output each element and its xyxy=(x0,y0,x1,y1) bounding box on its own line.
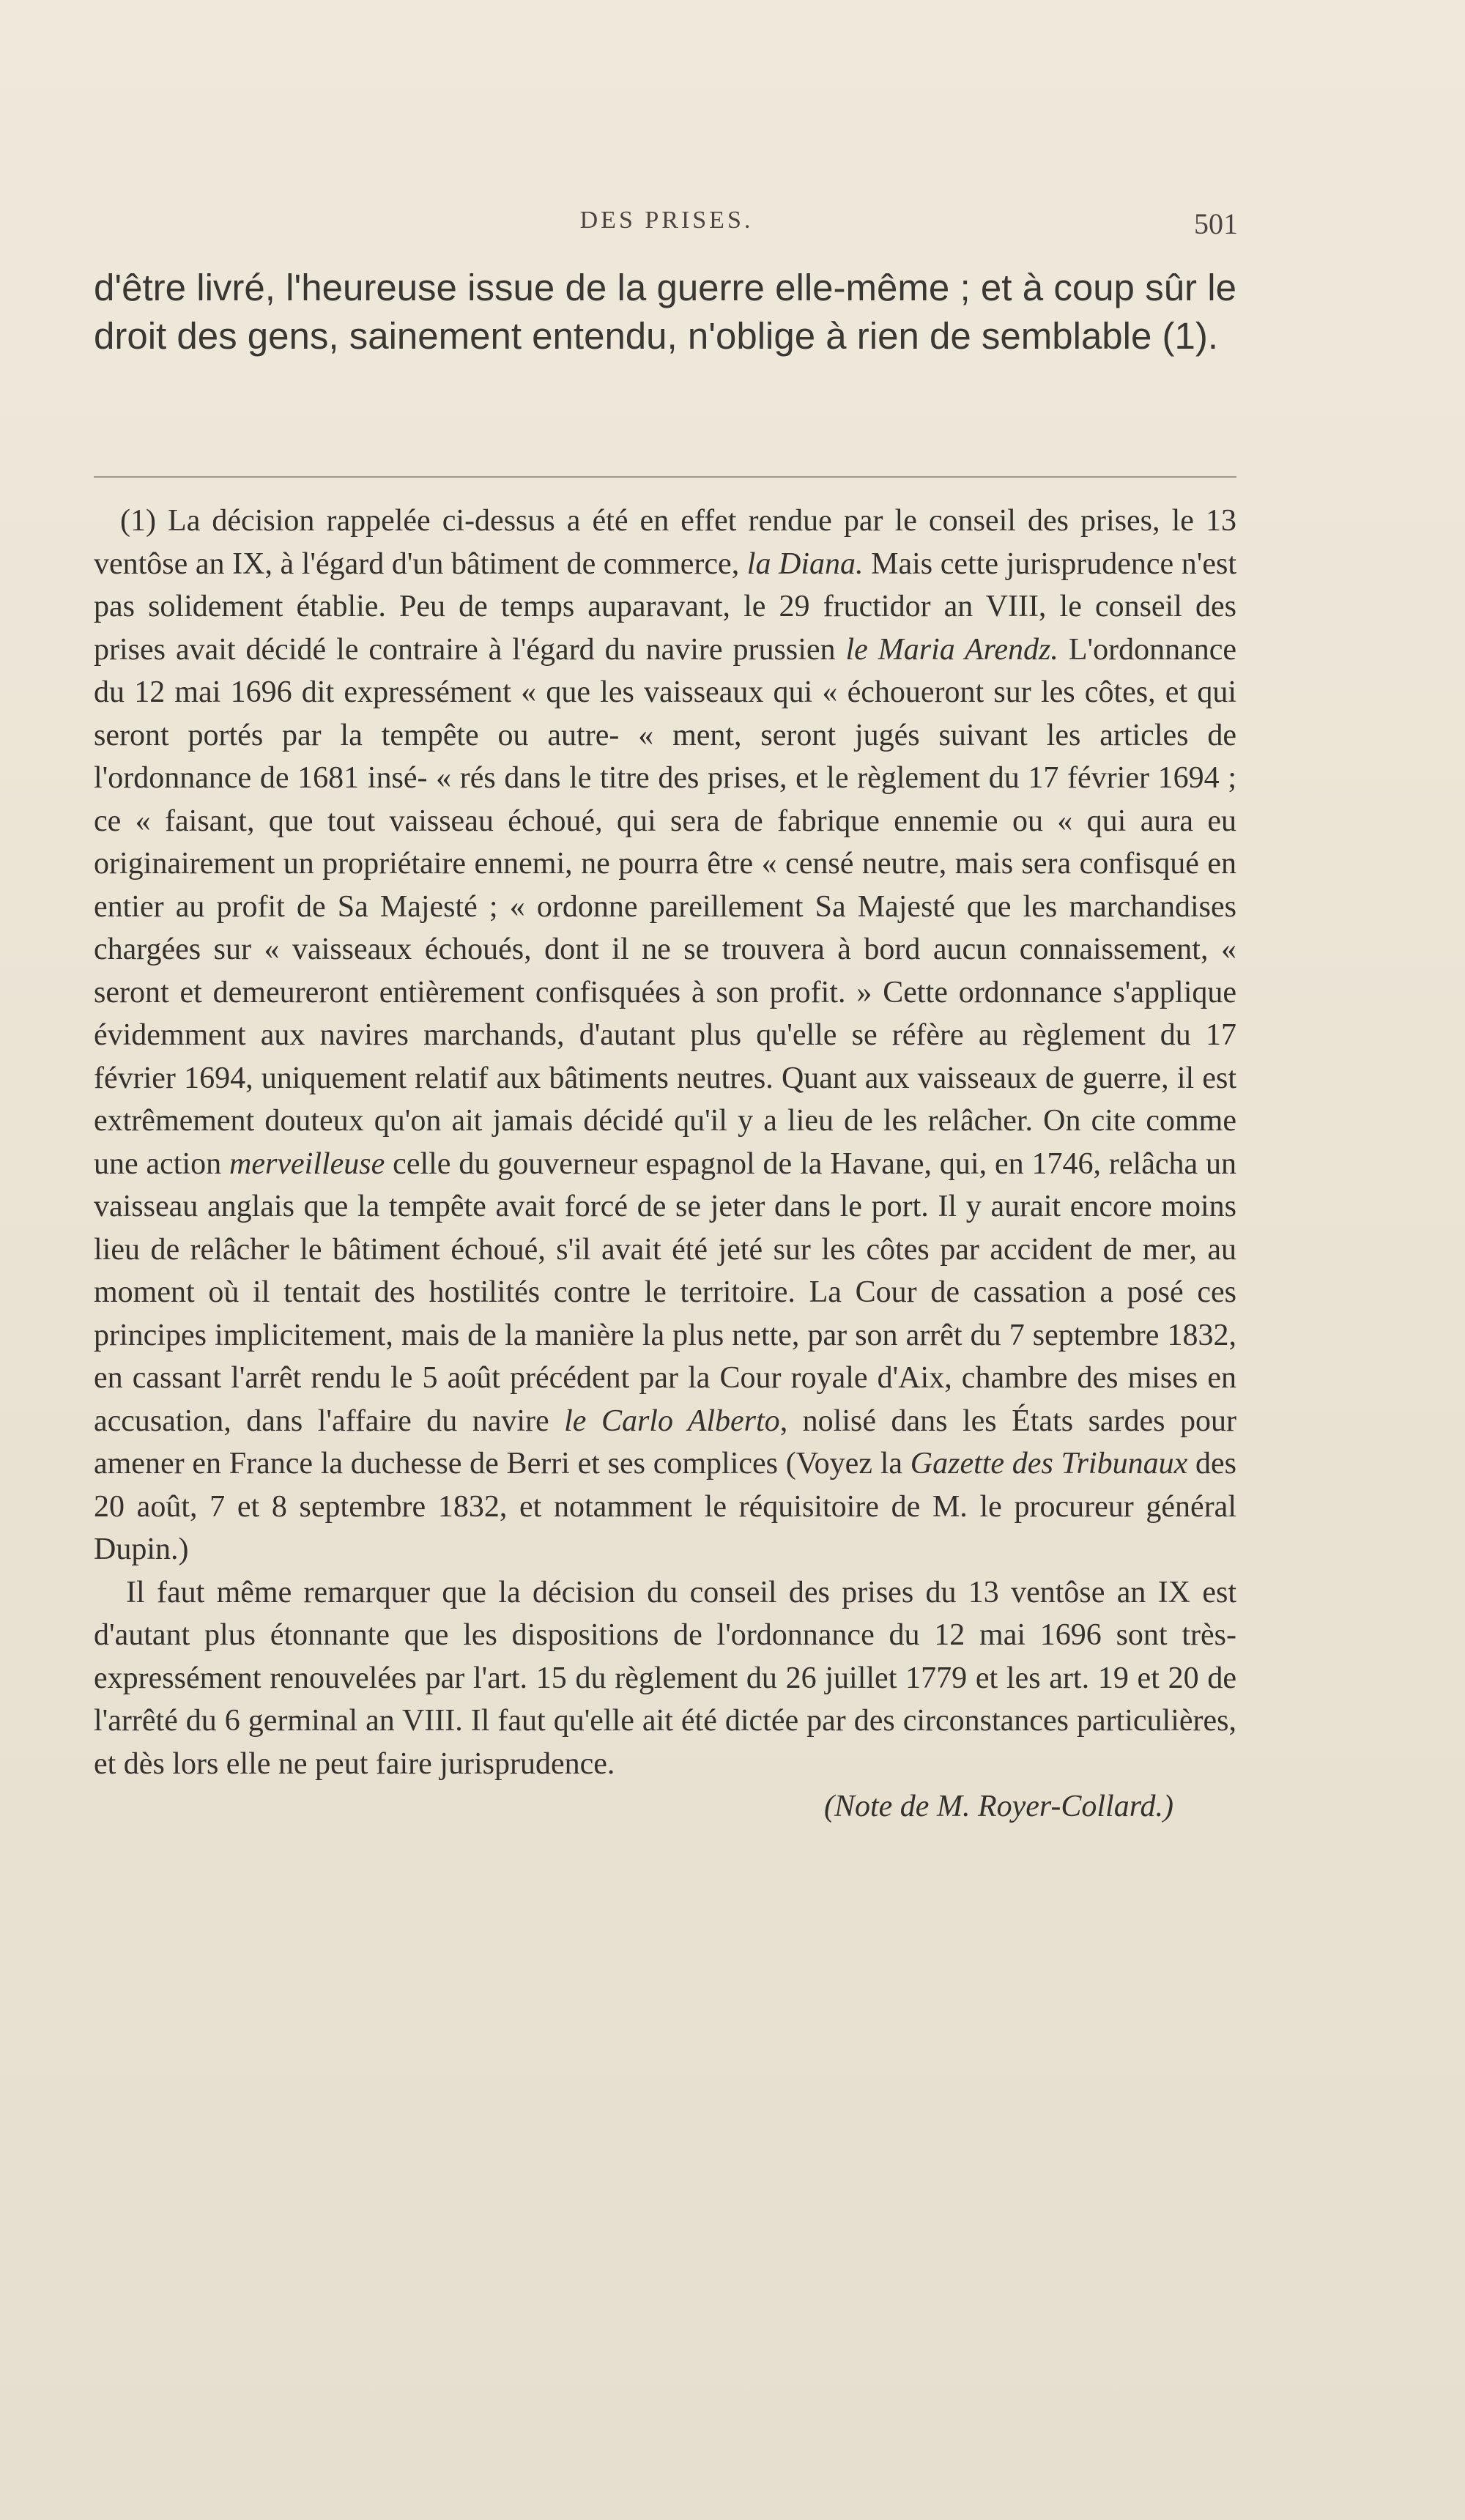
footnote-paragraph-2: Il faut même remarquer que la décision du conseil des prises du 13 ventôse an IX est d'autant plus étonnante que les dispositions de l'ordonnance du 12 mai 1696 sont très-expressément renouvelées par l'art. 15 du règlement du 26 juillet 1779 et les art. 19 et 20 de l'arrêté du 6 germinal an VIII. Il faut qu'elle ait été dictée par des circonstances particulières, et dès lors elle ne peut faire jurisprudence. xyxy=(94,1575,1236,1781)
footnote-paragraph-1 xyxy=(94,500,1236,1571)
footnote-text-d: celle du gouverneur espagnol de la Havane, qui, en 1746, relâcha un vaisseau anglais que la tempête avait forcé de se jeter dans le port. Il y aurait encore moins lieu de relâcher le bâtiment échoué, s'il avait été jeté sur les côtes par accident de mer, au moment où il tentait des hostilités contre le territoire. La Cour de cassation a posé ces principes implicitement, mais de la manière la plus nette, par son arrêt du 7 septembre 1832, en cassant l'arrêt rendu le 5 août précédent par la Cour royale d'Aix, chambre des mises en accusation, dans l'affaire du navire xyxy=(94,1146,1236,1438)
footnote-text-a: (1) La décision rappelée ci-dessus a été en effet rendue par le conseil des prises, le 13 ventôse an IX, à l'égard d'un bâtiment de commerce, xyxy=(94,504,1236,581)
page-number: 501 xyxy=(1194,207,1238,240)
ship-name-carlo-alberto: le Carlo Alberto xyxy=(564,1404,780,1438)
ship-name-maria-arendz: le Maria Arendz. xyxy=(845,632,1058,667)
running-head xyxy=(95,207,1238,240)
italic-word-merveilleuse: merveilleuse xyxy=(229,1146,385,1181)
ship-name-diana: la Diana. xyxy=(746,546,864,581)
footnote-text-b: Mais cette jurisprudence n'est pas solidement établie. Peu de temps auparavant, le 29 fructidor an VIII, le conseil des prises avait décidé le contraire à l'égard du navire prussien xyxy=(94,546,1236,667)
footnote-text-f: des 20 août, 7 et 8 septembre 1832, et notamment le réquisitoire de M. le procureur général Dupin.) xyxy=(94,1447,1236,1566)
footnote-text-c: L'ordonnance du 12 mai 1696 dit expressément « que les vaisseaux qui « échoueront sur les côtes, et qui seront portés par la tempête ou autre- « ment, seront jugés suivant les articles de l'ordonnance de 1681 insé- « rés dans le titre des prises, et le règlement du 17 février 1694 ; ce « faisant, que tout vaisseau échoué, qui sera de fabrique ennemie ou « qui aura eu originairement un propriétaire ennemi, ne pourra être « censé neutre, mais sera confisqué en entier au profit de Sa Majesté ; « ordonne pareillement Sa Majesté que les marchandises chargées sur « vaisseaux échoués, dont il ne se trouvera à bord aucun connaissement, « seront et demeureront entièrement confisquées à son profit. » Cette ordonnance s'applique évidemment aux navires marchands, d'autant plus qu'elle se réfère au règlement du 17 février 1694, uniquement relatif aux bâtiments neutres. Quant aux vaisseaux de guerre, il est extrêmement douteux qu'on ait jamais décidé qu'il y a lieu de les relâcher. On cite comme une action xyxy=(94,632,1237,1181)
publication-gazette: Gazette des Tribunaux xyxy=(910,1447,1188,1480)
footnote-separator xyxy=(94,476,1236,478)
footnote-block xyxy=(94,500,1236,1828)
footnote-text-e: , nolisé dans les États sardes pour amener en France la duchesse de Berri et ses complices (Voyez la xyxy=(94,1404,1236,1480)
footnote-attribution: (Note de M. Royer-Collard.) xyxy=(824,1790,1173,1823)
main-text-paragraph: d'être livré, l'heureuse issue de la guerre elle-même ; et à coup sûr le droit des gens, sainement entendu, n'oblige à rien de semblable (1). xyxy=(94,267,1236,357)
running-title: DES PRISES. xyxy=(579,207,754,234)
